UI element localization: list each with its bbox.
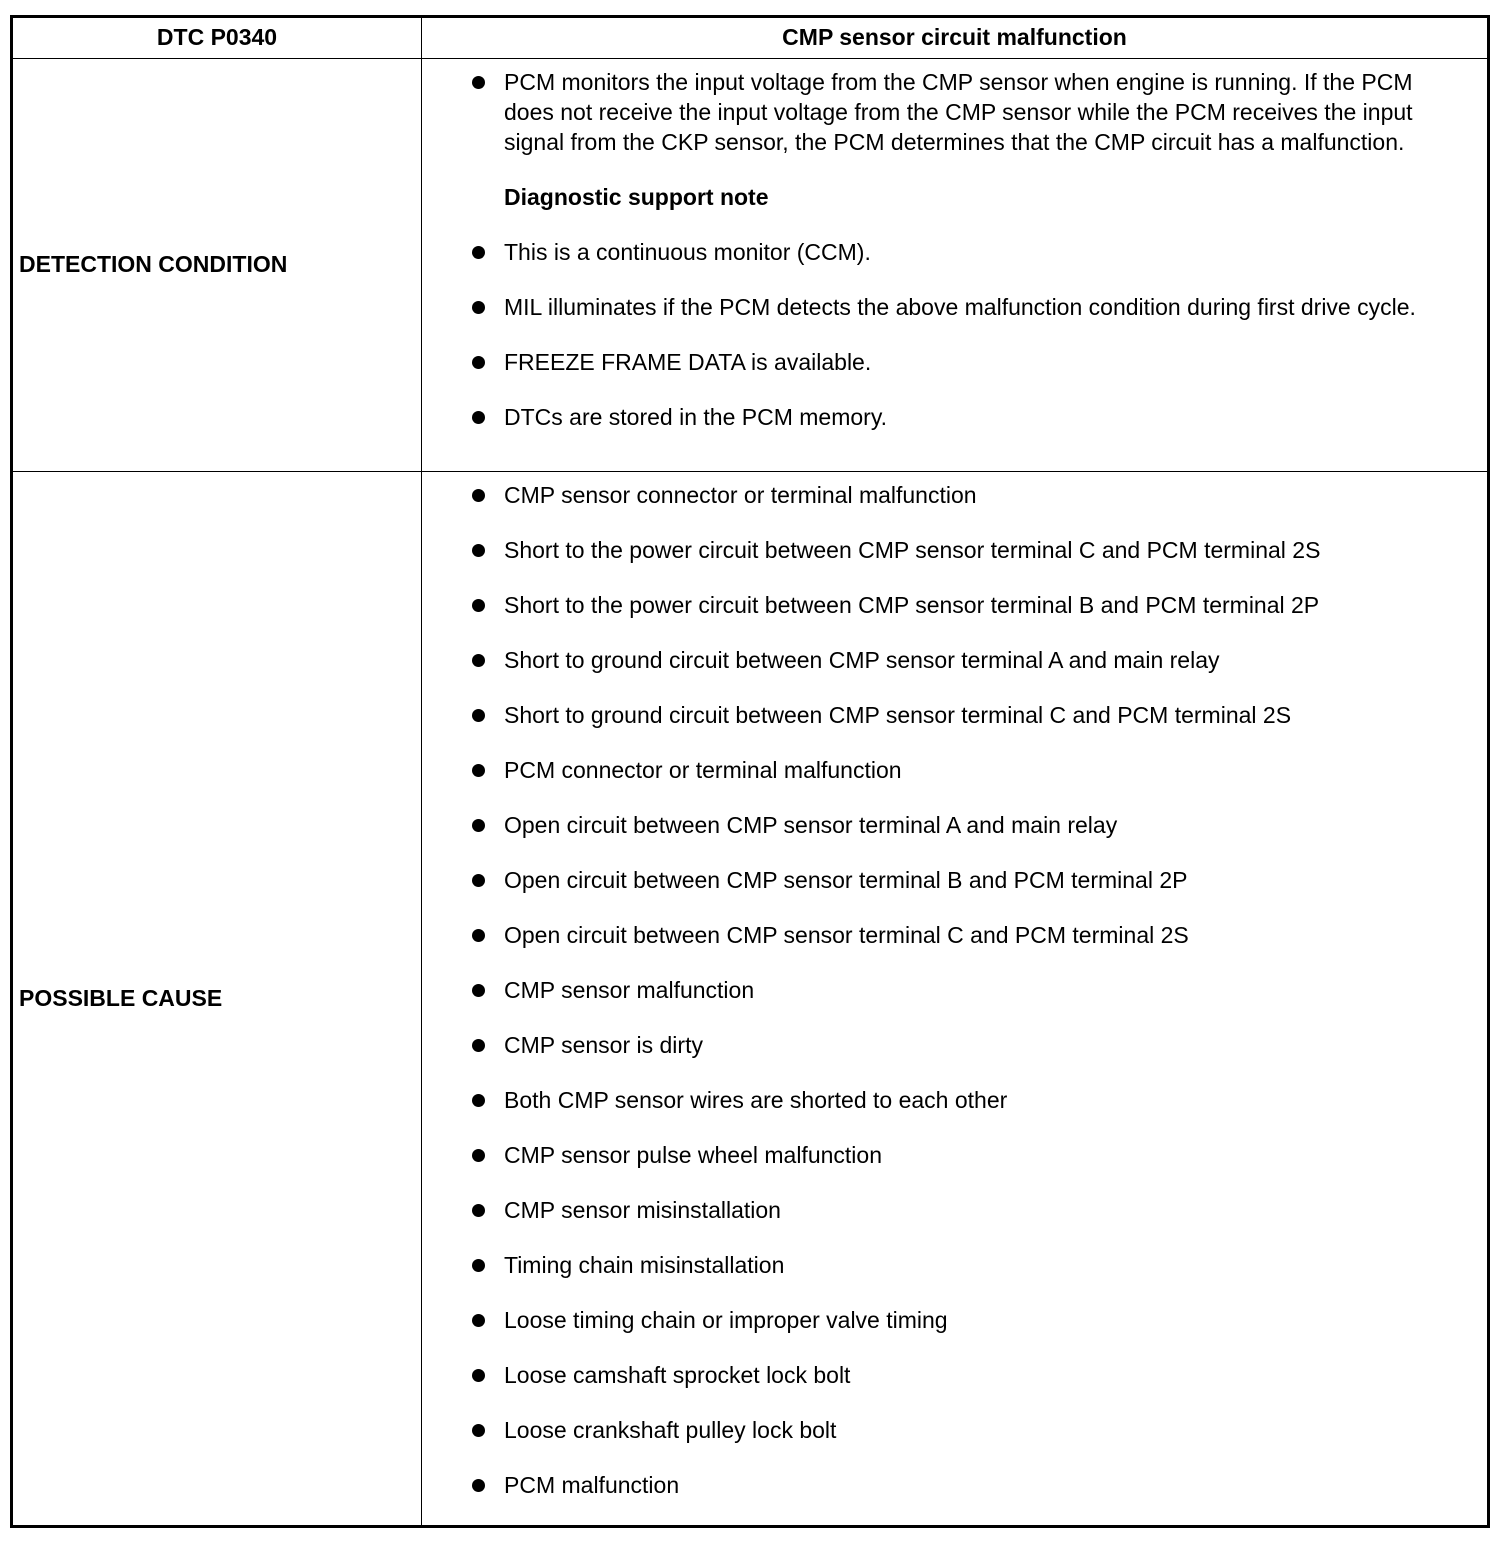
- list-item-text: Open circuit between CMP sensor terminal B and PCM terminal 2P: [504, 867, 1188, 893]
- list-item: [470, 292, 1467, 322]
- possible-cause-label: POSSIBLE CAUSE: [13, 472, 422, 1525]
- list-item: [470, 237, 1467, 267]
- table-header-row: [13, 18, 1487, 58]
- dtc-table: [10, 15, 1490, 1528]
- list-item: [470, 1085, 1467, 1115]
- bullet-icon: [472, 819, 485, 832]
- list-item: [470, 402, 1467, 432]
- bullet-icon: [472, 1479, 485, 1492]
- list-item: [470, 1360, 1467, 1390]
- list-item-text: Loose timing chain or improper valve timing: [504, 1307, 948, 1333]
- bullet-icon: [472, 489, 485, 502]
- dtc-title-cell: CMP sensor circuit malfunction: [782, 24, 1127, 51]
- detection-main-text: PCM monitors the input voltage from the CMP sensor when engine is running. If the PCM does not receive the input voltage from the CMP sensor while the PCM receives the input signal from the CKP sensor, the PCM determines that the CMP circuit has a malfunction.: [504, 68, 1413, 155]
- bullet-icon: [472, 1424, 485, 1437]
- list-item-text: MIL illuminates if the PCM detects the above malfunction condition during first drive cycle.: [504, 293, 1416, 320]
- diagnostic-support-note-heading: Diagnostic support note: [504, 183, 769, 210]
- dtc-code-cell: DTC P0340: [13, 18, 422, 58]
- possible-cause-content: [422, 472, 1487, 1525]
- list-item: [470, 1140, 1467, 1170]
- list-item-text: Both CMP sensor wires are shorted to each other: [504, 1087, 1008, 1113]
- bullet-icon: [472, 1314, 485, 1327]
- list-item-text: CMP sensor misinstallation: [504, 1197, 781, 1223]
- detection-condition-label: DETECTION CONDITION: [13, 59, 422, 471]
- list-item-text: Loose camshaft sprocket lock bolt: [504, 1362, 851, 1388]
- list-item-text: Open circuit between CMP sensor terminal A and main relay: [504, 812, 1118, 838]
- list-item-text: DTCs are stored in the PCM memory.: [504, 403, 888, 430]
- list-item: [470, 645, 1467, 675]
- detection-condition-row: [13, 58, 1487, 471]
- list-item-text: This is a continuous monitor (CCM).: [504, 238, 871, 265]
- list-item: [470, 480, 1467, 510]
- detection-list: [422, 59, 1487, 432]
- diagnostic-notes: [470, 237, 1467, 432]
- list-item: [470, 920, 1467, 950]
- list-item: [470, 1470, 1467, 1500]
- list-item-text: CMP sensor connector or terminal malfunction: [504, 482, 977, 508]
- list-item-text: Open circuit between CMP sensor terminal C and PCM terminal 2S: [504, 922, 1189, 948]
- list-item-text: Loose crankshaft pulley lock bolt: [504, 1417, 837, 1443]
- list-item-text: Timing chain misinstallation: [504, 1252, 785, 1278]
- bullet-icon: [472, 874, 485, 887]
- bullet-icon: [472, 709, 485, 722]
- list-item: [470, 347, 1467, 377]
- list-item: [470, 1250, 1467, 1280]
- list-item: [470, 1415, 1467, 1445]
- list-item: [470, 1030, 1467, 1060]
- list-item-text: CMP sensor malfunction: [504, 977, 755, 1003]
- list-item: [470, 865, 1467, 895]
- bullet-icon: [472, 1369, 485, 1382]
- bullet-icon: [472, 984, 485, 997]
- list-item-text: CMP sensor pulse wheel malfunction: [504, 1142, 882, 1168]
- list-item-text: PCM connector or terminal malfunction: [504, 757, 902, 783]
- list-item: [470, 755, 1467, 785]
- bullet-icon: [472, 76, 485, 89]
- bullet-icon: [472, 1149, 485, 1162]
- list-item-text: Short to ground circuit between CMP sensor terminal C and PCM terminal 2S: [504, 702, 1292, 728]
- list-item: [470, 700, 1467, 730]
- bullet-icon: [472, 356, 485, 369]
- list-item-text: FREEZE FRAME DATA is available.: [504, 348, 872, 375]
- list-item-text: Short to ground circuit between CMP sensor terminal A and main relay: [504, 647, 1220, 673]
- bullet-icon: [472, 411, 485, 424]
- possible-cause-list: [422, 472, 1487, 1500]
- list-item: [470, 590, 1467, 620]
- list-item: [470, 1305, 1467, 1335]
- bullet-icon: [472, 599, 485, 612]
- bullet-icon: [472, 301, 485, 314]
- list-item-text: CMP sensor is dirty: [504, 1032, 703, 1058]
- possible-cause-row: [13, 471, 1487, 1525]
- list-item-text: Short to the power circuit between CMP sensor terminal B and PCM terminal 2P: [504, 592, 1320, 618]
- list-item: [470, 975, 1467, 1005]
- bullet-icon: [472, 246, 485, 259]
- bullet-icon: [472, 654, 485, 667]
- bullet-icon: [472, 1094, 485, 1107]
- bullet-icon: [472, 929, 485, 942]
- list-item: [470, 67, 1467, 157]
- bullet-icon: [472, 544, 485, 557]
- list-item: [470, 1195, 1467, 1225]
- detection-condition-content: [422, 59, 1487, 471]
- list-item-text: PCM malfunction: [504, 1472, 680, 1498]
- bullet-icon: [472, 1259, 485, 1272]
- bullet-icon: [472, 1204, 485, 1217]
- bullet-icon: [472, 1039, 485, 1052]
- list-item: [470, 810, 1467, 840]
- list-item: [470, 535, 1467, 565]
- bullet-icon: [472, 764, 485, 777]
- list-item-text: Short to the power circuit between CMP sensor terminal C and PCM terminal 2S: [504, 537, 1321, 563]
